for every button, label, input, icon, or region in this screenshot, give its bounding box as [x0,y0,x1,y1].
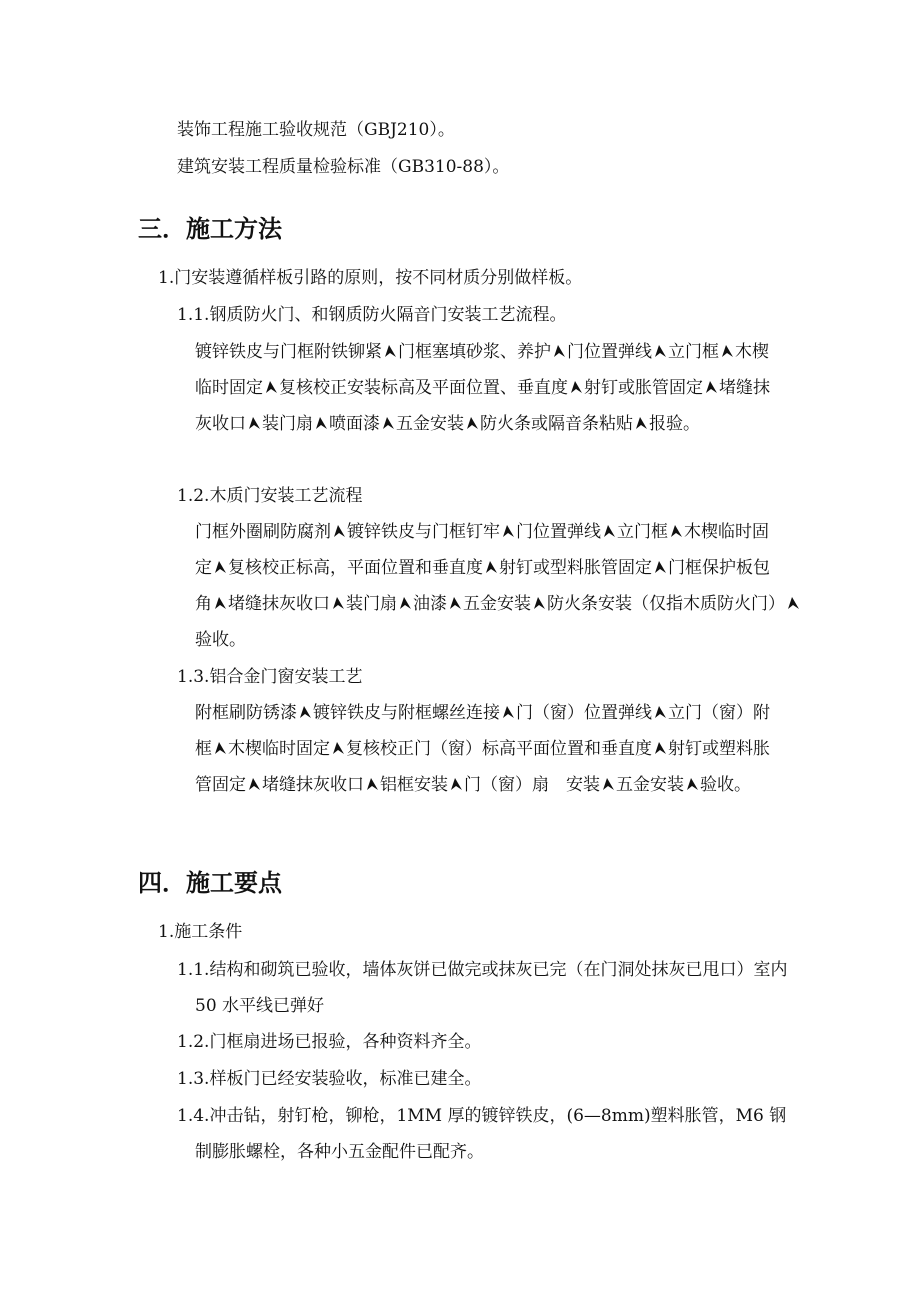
condition-1-4-line-2: 制膨胀螺栓，各种小五金配件已配齐。 [195,1142,484,1162]
section-3-heading: 三．施工方法 [138,215,282,243]
flow-arrow-icon [213,741,227,755]
flow-arrow-icon [213,596,227,610]
flow-arrow-icon [332,524,346,538]
flow-arrow-icon [501,524,515,538]
conditions-title: 1.施工条件 [158,922,243,942]
flow-1-3-line-3: 管固定 堵缝抹灰收口 铝框安装 门（窗）扇 安装 五金安装 验收。 [195,775,751,795]
flow-1-2-line-2: 定 复核校正标高，平面位置和垂直度 射钉或型料胀管固定 门框保护板包 [195,558,770,578]
flow-arrow-icon [247,777,261,791]
flow-1-2-line-1: 门框外圈刷防腐剂 镀锌铁皮与门框钉牢 门位置弹线 立门框 木楔临时固 [195,522,769,542]
flow-arrow-icon [601,777,615,791]
flow-arrow-icon [448,596,462,610]
flow-arrow-icon [653,705,667,719]
flow-arrow-icon [383,344,397,358]
flow-arrow-icon [720,344,734,358]
condition-1-1-line-2: 50 水平线已弹好 [195,996,325,1016]
condition-1-3: 1.3.样板门已经安装验收，标准已建全。 [177,1069,482,1089]
flow-arrow-icon [314,416,328,430]
subsection-1-1-title: 1.1.钢质防火门、和钢质防火隔音门安装工艺流程。 [177,305,567,325]
flow-arrow-icon [685,777,699,791]
reference-line-2: 建筑安装工程质量检验标准（GB310-88）。 [177,157,510,177]
flow-1-3-line-1: 附框刷防锈漆 镀锌铁皮与附框螺丝连接 门（窗）位置弹线 立门（窗）附 [195,703,770,723]
section-4-heading: 四．施工要点 [138,869,282,897]
flow-arrow-icon [381,416,395,430]
flow-arrow-icon [569,380,583,394]
flow-arrow-icon [398,596,412,610]
flow-1-3-line-2: 框 木楔临时固定 复核校正门（窗）标高平面位置和垂直度 射钉或塑料胀 [195,739,770,759]
condition-1-4-line-1: 1.4.冲击钻，射钉枪，铆枪，1MM 厚的镀锌铁皮，(6—8mm)塑料胀管，M6 钢 [177,1106,787,1126]
principle-line: 1.门安装遵循样板引路的原则，按不同材质分别做样板。 [158,268,583,288]
condition-1-1-line-1: 1.1.结构和砌筑已验收，墙体灰饼已做完或抹灰已完（在门洞处抹灰已甩口）室内 [177,960,788,980]
flow-arrow-icon [501,705,515,719]
flow-arrow-icon [247,416,261,430]
flow-arrow-icon [484,560,498,574]
condition-1-2: 1.2.门框扇进场已报验，各种资料齐全。 [177,1032,482,1052]
flow-1-1-line-2: 临时固定 复核校正安装标高及平面位置、垂直度 射钉或胀管固定 堵缝抹 [195,378,770,398]
flow-1-2-line-4: 验收。 [195,630,246,650]
flow-arrow-icon [465,416,479,430]
flow-1-2-line-3: 角 堵缝抹灰收口 装门扇 油漆 五金安装 防火条安装（仅指木质防火门） [195,592,801,616]
subsection-1-3-title: 1.3.铝合金门窗安装工艺 [177,667,363,687]
flow-arrow-icon [331,596,345,610]
flow-arrow-icon [602,524,616,538]
flow-arrow-icon [653,560,667,574]
flow-arrow-icon [634,416,648,430]
flow-1-1-line-3: 灰收口 装门扇 喷面漆 五金安装 防火条或隔音条粘贴 报验。 [195,414,700,434]
flow-arrow-icon [532,596,546,610]
reference-line-1: 装饰工程施工验收规范（GBJ210）。 [177,120,455,140]
flow-arrow-icon [213,560,227,574]
flow-1-1-line-1: 镀锌铁皮与门框附铁铆紧 门框塞填砂浆、养护 门位置弹线 立门框 木楔 [195,342,769,362]
flow-arrow-icon [653,741,667,755]
flow-arrow-icon [552,344,566,358]
flow-arrow-icon [331,741,345,755]
subsection-1-2-title: 1.2.木质门安装工艺流程 [177,486,363,506]
flow-arrow-icon [704,380,718,394]
flow-arrow-icon [298,705,312,719]
flow-arrow-icon [449,777,463,791]
flow-arrow-icon [669,524,683,538]
flow-arrow-icon [365,777,379,791]
flow-arrow-icon [786,596,800,610]
flow-arrow-icon [264,380,278,394]
flow-arrow-icon [653,344,667,358]
